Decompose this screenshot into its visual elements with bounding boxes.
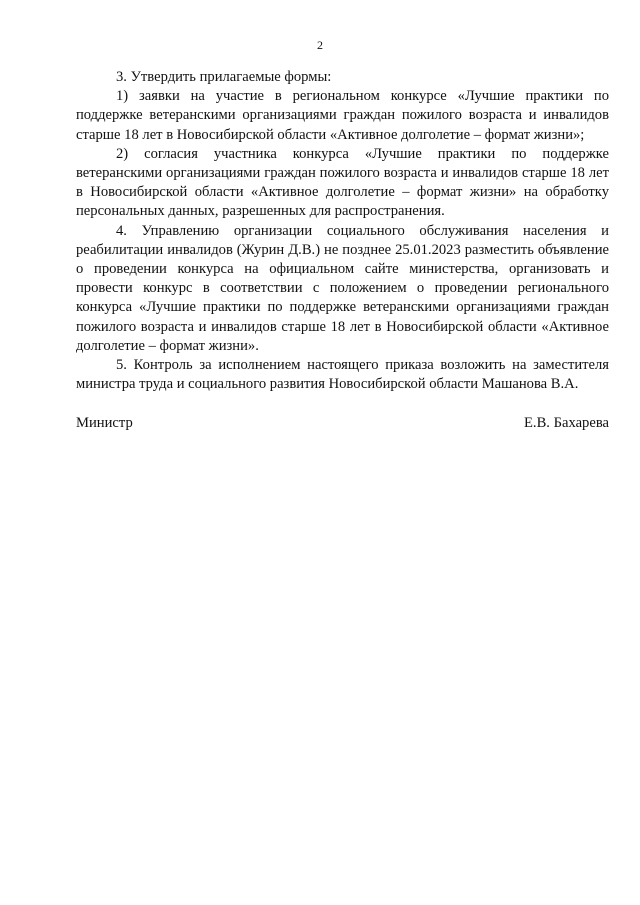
paragraph-item-3-1: 1) заявки на участие в региональном конкурсе «Лучшие практики по поддержке ветеранскими организациями граждан пожилого возраста и инвалидов старше 18 лет в Новосибирской области «Активное долголетие – формат жизни»; <box>76 88 609 143</box>
paragraph-item-4: 4. Управлению организации социального обслуживания населения и реабилитации инвалидов (Журин Д.В.) не позднее 25.01.2023 разместить объявление о проведении конкурса на официальном сайте министерства, организовать и провести конкурс в соответствии с положением о проведении регионального конкурса «Лучшие практики по поддержке ветеранскими организациями граждан пожилого возраста и инвалидов старше 18 лет в Новосибирской области «Активное долголетие – формат жизни». <box>76 222 609 354</box>
page-number: 2 <box>317 38 323 52</box>
signatory-position: Министр <box>76 415 133 431</box>
paragraph-item-3-2: 2) согласия участника конкурса «Лучшие практики по поддержке ветеранскими организациями граждан пожилого возраста и инвалидов старше 18 лет в Новосибирской области «Активное долголетие – формат жизни» на обработку персональных данных, разрешенных для распространения. <box>76 145 609 220</box>
signature-block <box>76 414 609 433</box>
signatory-name: Е.В. Бахарева <box>524 415 609 431</box>
document-body <box>76 68 609 394</box>
paragraph-item-3: 3. Утвердить прилагаемые формы: <box>116 69 332 85</box>
paragraph-item-5: 5. Контроль за исполнением настоящего приказа возложить на заместителя министра труда и социального развития Новосибирской области Машанова В.А. <box>76 357 609 393</box>
